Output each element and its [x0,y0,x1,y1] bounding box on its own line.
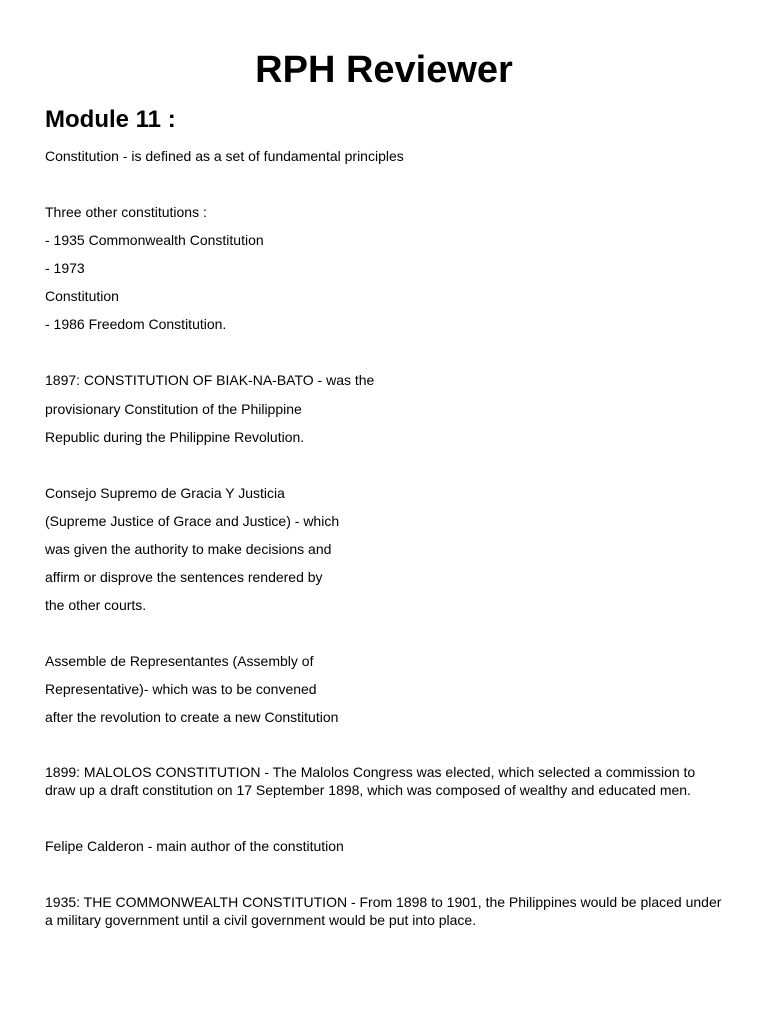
text-line: Republic during the Philippine Revolution. [45,429,305,445]
text-line: Representative)- which was to be convened [45,681,317,697]
list-item: - 1935 Commonwealth Constitution [45,232,264,248]
text-line: Assemble de Representantes (Assembly of [45,653,314,669]
text-line: 1897: CONSTITUTION OF BIAK-NA-BATO - was the [45,372,375,388]
list-item: - 1973 [45,260,85,276]
text-line: (Supreme Justice of Grace and Justice) - which [45,513,340,529]
text-line: the other courts. [45,597,147,613]
definition-line: Constitution - is defined as a set of fundamental principles [45,148,404,164]
calderon-paragraph: Felipe Calderon - main author of the constitution [45,838,344,854]
text-line: affirm or disprove the sentences rendered by [45,569,323,585]
list-item: Constitution [45,288,119,304]
text-line: provisionary Constitution of the Philippine [45,401,302,417]
module-heading: Module 11 : [45,106,176,133]
text-line: was given the authority to make decisions and [45,541,332,557]
page-title: RPH Reviewer [255,49,513,91]
malolos-paragraph: 1899: MALOLOS CONSTITUTION - The Malolos Congress was elected, which selected a commission to draw up a draft constitution on 17 September 1898, which was composed of wealthy and educated men. [45,764,696,798]
text-line: after the revolution to create a new Constitution [45,709,339,725]
list-item: - 1986 Freedom Constitution. [45,316,227,332]
text-line: Consejo Supremo de Gracia Y Justicia [45,485,285,501]
commonwealth-paragraph: 1935: THE COMMONWEALTH CONSTITUTION - From 1898 to 1901, the Philippines would be placed under a military government until a civil government would be put into place. [45,894,722,928]
constitutions-heading: Three other constitutions : [45,204,207,220]
